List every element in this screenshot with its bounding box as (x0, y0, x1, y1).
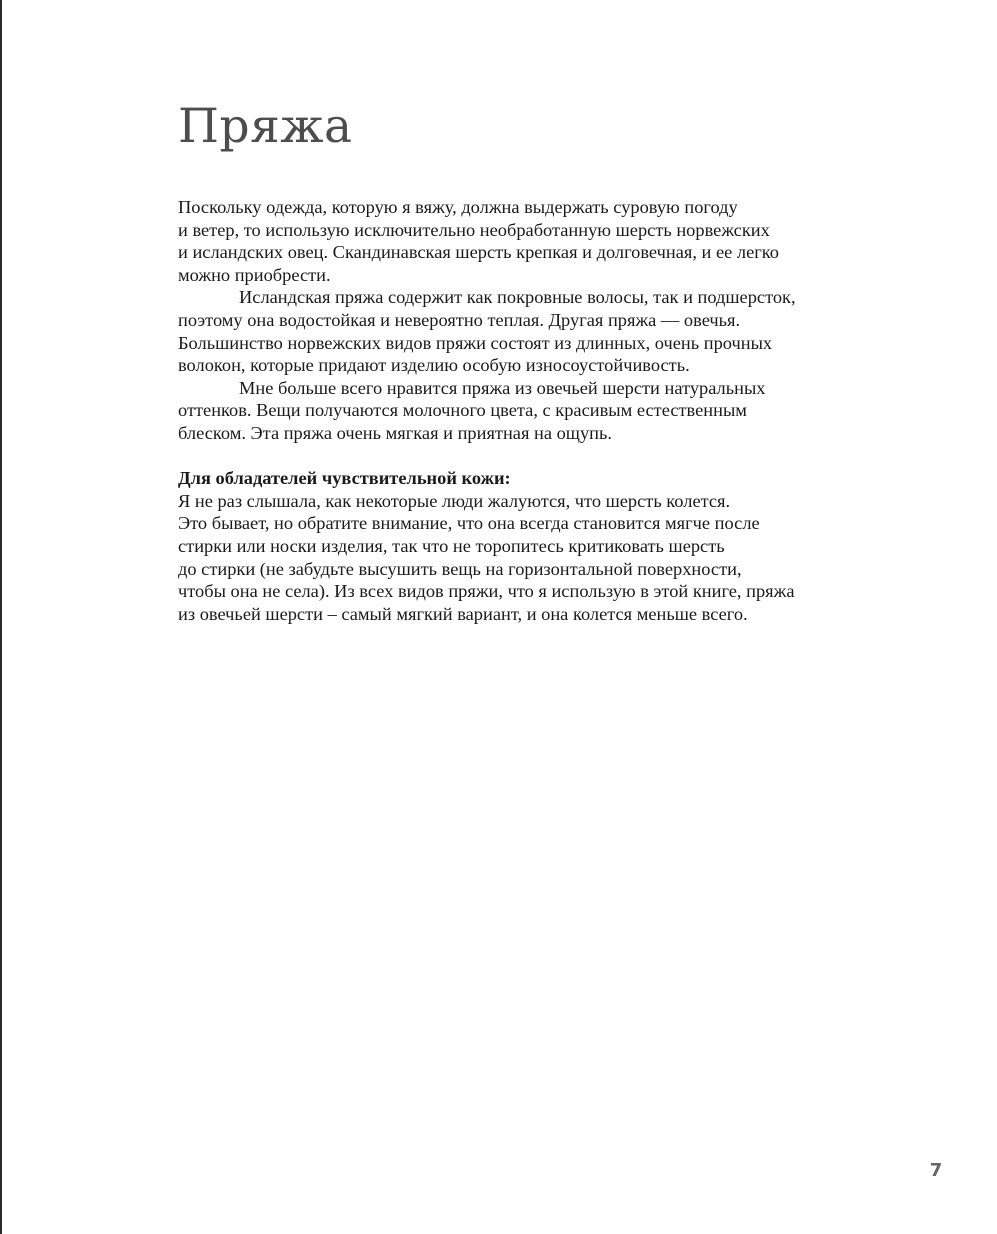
text-line: поэтому она водостойкая и невероятно теплая. Другая пряжа — овечья. (178, 309, 741, 330)
text-line: Исландская пряжа содержит как покровные волосы, так и подшерсток, (239, 287, 796, 308)
text-line: Большинство норвежских видов пряжи состоят из длинных, очень прочных (178, 332, 773, 353)
paragraph-intro (178, 196, 878, 286)
paragraph-sensitive-skin (178, 490, 878, 626)
paragraph-icelandic-yarn (178, 286, 878, 376)
text-line: чтобы она не села). Из всех видов пряжи, что я использую в этой книге, пряжа (178, 581, 795, 602)
page-number: 7 (929, 1160, 943, 1181)
text-line: можно приобрести. (178, 264, 331, 285)
text-line: стирки или носки изделия, так что не торопитесь критиковать шерсть (178, 535, 725, 556)
text-line: Это бывает, но обратите внимание, что она всегда становится мягче после (178, 513, 760, 534)
paragraph-sheep-wool (178, 377, 878, 445)
text-line: Поскольку одежда, которую я вяжу, должна выдержать суровую погоду (178, 197, 738, 217)
sensitive-skin-heading: Для обладателей чувствительной кожи: (178, 468, 511, 489)
text-line: оттенков. Вещи получаются молочного цвета, с красивым естественным (178, 400, 747, 421)
text-line: и ветер, то использую исключительно необработанную шерсть норвежских (178, 219, 770, 240)
text-line: и исландских овец. Скандинавская шерсть крепкая и долговечная, и ее легко (178, 242, 779, 263)
body-text (178, 196, 878, 625)
page-title: Пряжа (178, 99, 353, 154)
text-line: блеском. Эта пряжа очень мягкая и приятная на ощупь. (178, 422, 612, 443)
text-line: из овечьей шерсти – самый мягкий вариант, и она колется меньше всего. (178, 603, 748, 624)
page-edge-line (0, 0, 2, 1234)
text-line: волокон, которые придают изделию особую износоустойчивость. (178, 355, 690, 376)
text-line: Мне больше всего нравится пряжа из овечьей шерсти натуральных (239, 377, 766, 398)
text-line: Я не раз слышала, как некоторые люди жалуются, что шерсть колется. (178, 490, 731, 511)
text-line: до стирки (не забудьте высушить вещь на горизонтальной поверхности, (178, 558, 742, 579)
